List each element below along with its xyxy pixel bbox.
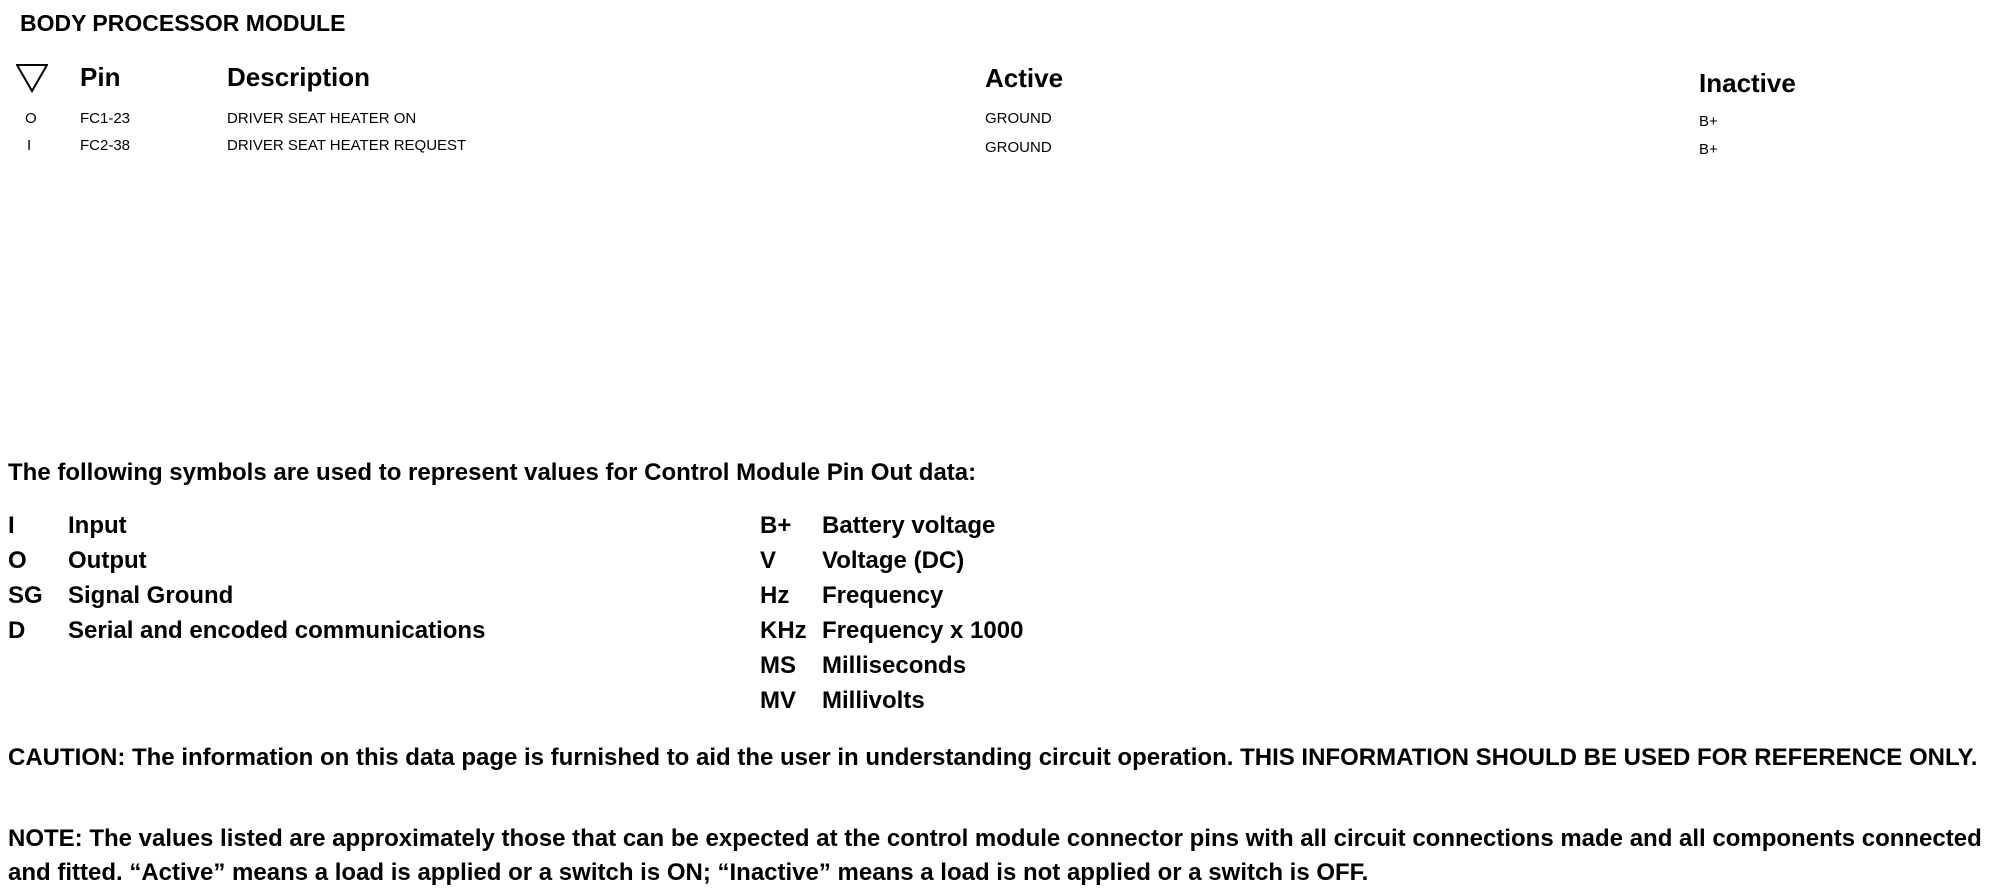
legend-code: MS	[760, 652, 796, 679]
note-text: NOTE: The values listed are approximately those that can be expected at the control module connector pins with all circuit connections made and all components connected and fitted. “Active” means a load is applied or a switch is ON; “Inactive” means a load is not applied or a switch is OFF.	[8, 825, 1982, 886]
page-title: BODY PROCESSOR MODULE	[20, 10, 346, 36]
legend-meaning: Voltage (DC)	[822, 547, 965, 574]
legend-meaning: Frequency x 1000	[822, 617, 1024, 644]
legend-code: SG	[8, 582, 43, 609]
description-column-header: Description	[227, 62, 371, 92]
description-cell: DRIVER SEAT HEATER ON	[227, 110, 417, 127]
triangle-down-icon	[16, 63, 48, 93]
direction-cell: O	[25, 110, 37, 127]
legend-meaning: Output	[68, 547, 147, 574]
pin-cell: FC1-23	[80, 110, 131, 127]
legend-code: Hz	[760, 582, 790, 609]
inactive-cell: B+	[1699, 113, 1718, 130]
legend-intro: The following symbols are used to represent values for Control Module Pin Out data:	[8, 459, 977, 486]
legend-meaning: Frequency	[822, 582, 944, 609]
legend-meaning: Serial and encoded communications	[68, 617, 486, 644]
legend-code: KHz	[760, 617, 807, 644]
legend-meaning: Input	[68, 512, 127, 539]
direction-cell: I	[27, 137, 32, 154]
active-cell: GROUND	[985, 110, 1052, 127]
legend-code: O	[8, 547, 27, 574]
inactive-column-header: Inactive	[1699, 68, 1796, 98]
pin-cell: FC2-38	[80, 137, 131, 154]
inactive-cell: B+	[1699, 141, 1718, 158]
legend-meaning: Millivolts	[822, 687, 925, 714]
active-column-header: Active	[985, 63, 1064, 93]
legend-code: D	[8, 617, 26, 644]
legend-code: I	[8, 512, 15, 539]
legend-code: V	[760, 547, 777, 574]
legend-meaning: Signal Ground	[68, 582, 234, 609]
pin-column-header: Pin	[80, 62, 121, 92]
description-cell: DRIVER SEAT HEATER REQUEST	[227, 137, 467, 154]
legend-code: B+	[760, 512, 792, 539]
legend-code: MV	[760, 687, 796, 714]
legend-meaning: Milliseconds	[822, 652, 967, 679]
active-cell: GROUND	[985, 139, 1052, 156]
legend-meaning: Battery voltage	[822, 512, 996, 539]
caution-text: CAUTION: The information on this data page is furnished to aid the user in understanding circuit operation. THIS INFORMATION SHOULD BE USED FOR REFERENCE ONLY.	[8, 744, 1978, 771]
